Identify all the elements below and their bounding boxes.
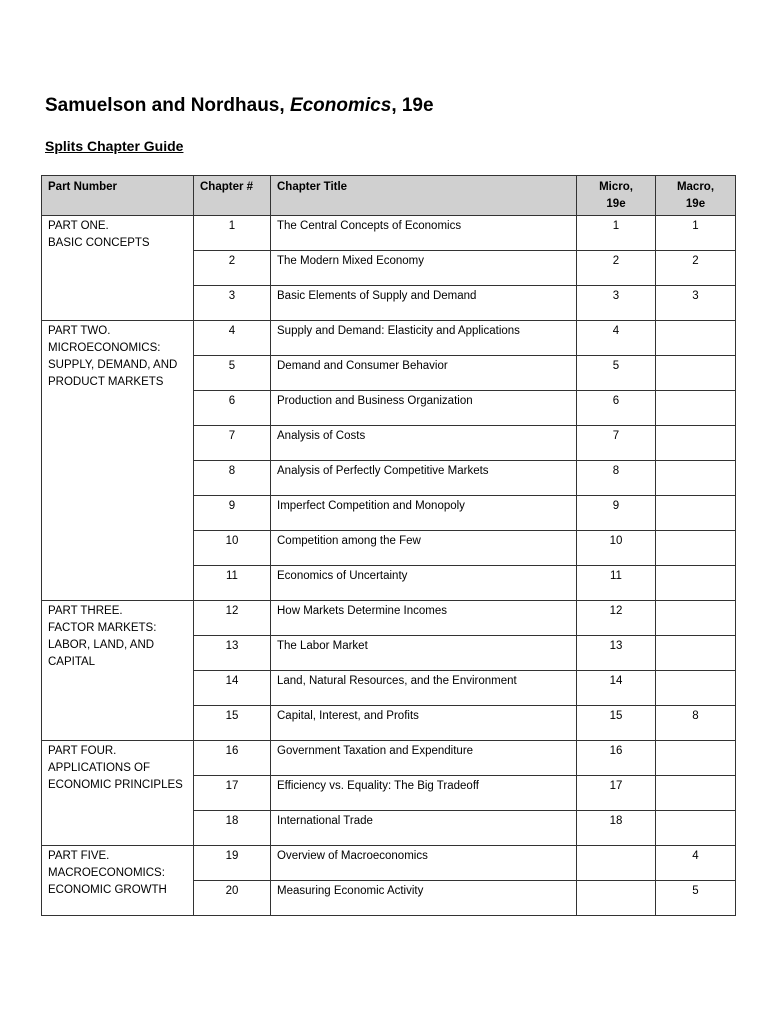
header-macro: Macro, 19e (656, 176, 736, 216)
chapter-number-cell: 14 (194, 671, 271, 706)
macro-chapter-cell (656, 811, 736, 846)
chapter-title-cell: Basic Elements of Supply and Demand (271, 286, 577, 321)
chapter-title-cell: Analysis of Costs (271, 426, 577, 461)
chapter-title-cell: International Trade (271, 811, 577, 846)
title-book: Economics (289, 95, 392, 116)
micro-chapter-cell: 4 (577, 321, 656, 356)
chapter-guide-table (41, 175, 736, 916)
micro-chapter-cell: 2 (577, 251, 656, 286)
chapter-number-cell: 11 (194, 566, 271, 601)
macro-chapter-cell: 8 (656, 706, 736, 741)
table-header-row (42, 176, 736, 216)
micro-chapter-cell: 16 (577, 741, 656, 776)
chapter-title-cell: Government Taxation and Expenditure (271, 741, 577, 776)
part-label: PART FOUR. APPLICATIONS OF ECONOMIC PRINCIPLES (42, 741, 194, 846)
chapter-number-cell: 6 (194, 391, 271, 426)
macro-chapter-cell (656, 496, 736, 531)
micro-chapter-cell: 11 (577, 566, 656, 601)
micro-chapter-cell (577, 846, 656, 881)
chapter-title-cell: Capital, Interest, and Profits (271, 706, 577, 741)
micro-chapter-cell: 7 (577, 426, 656, 461)
chapter-number-cell: 7 (194, 426, 271, 461)
macro-chapter-cell (656, 356, 736, 391)
macro-chapter-cell: 5 (656, 881, 736, 916)
macro-chapter-cell (656, 426, 736, 461)
chapter-title-cell: The Central Concepts of Economics (271, 216, 577, 251)
table-row (42, 846, 736, 881)
header-chapter-title: Chapter Title (271, 176, 577, 216)
chapter-number-cell: 1 (194, 216, 271, 251)
chapter-number-cell: 8 (194, 461, 271, 496)
title-authors: Samuelson and Nordhaus, (45, 95, 290, 116)
micro-chapter-cell: 18 (577, 811, 656, 846)
macro-chapter-cell: 2 (656, 251, 736, 286)
chapter-number-cell: 20 (194, 881, 271, 916)
header-micro: Micro, 19e (577, 176, 656, 216)
document-subtitle: Splits Chapter Guide (45, 138, 184, 154)
micro-chapter-cell: 6 (577, 391, 656, 426)
macro-chapter-cell (656, 601, 736, 636)
micro-chapter-cell: 5 (577, 356, 656, 391)
micro-chapter-cell: 12 (577, 601, 656, 636)
chapter-title-cell: Measuring Economic Activity (271, 881, 577, 916)
table-body (42, 216, 736, 916)
chapter-number-cell: 9 (194, 496, 271, 531)
chapter-number-cell: 5 (194, 356, 271, 391)
micro-chapter-cell: 17 (577, 776, 656, 811)
macro-chapter-cell (656, 391, 736, 426)
part-label: PART THREE. FACTOR MARKETS: LABOR, LAND, AND CAPITAL (42, 601, 194, 741)
chapter-title-cell: Competition among the Few (271, 531, 577, 566)
chapter-title-cell: Economics of Uncertainty (271, 566, 577, 601)
micro-chapter-cell: 9 (577, 496, 656, 531)
macro-chapter-cell: 3 (656, 286, 736, 321)
document-title (45, 95, 434, 117)
macro-chapter-cell: 4 (656, 846, 736, 881)
chapter-number-cell: 4 (194, 321, 271, 356)
chapter-number-cell: 10 (194, 531, 271, 566)
chapter-title-cell: The Modern Mixed Economy (271, 251, 577, 286)
micro-chapter-cell: 8 (577, 461, 656, 496)
chapter-title-cell: Demand and Consumer Behavior (271, 356, 577, 391)
micro-chapter-cell: 10 (577, 531, 656, 566)
title-edition: , 19e (391, 95, 434, 116)
macro-chapter-cell (656, 776, 736, 811)
part-label: PART FIVE. MACROECONOMICS: ECONOMIC GROWTH (42, 846, 194, 916)
micro-chapter-cell: 3 (577, 286, 656, 321)
macro-chapter-cell (656, 636, 736, 671)
table-row (42, 321, 736, 356)
chapter-title-cell: Imperfect Competition and Monopoly (271, 496, 577, 531)
macro-chapter-cell (656, 531, 736, 566)
chapter-number-cell: 19 (194, 846, 271, 881)
macro-chapter-cell (656, 321, 736, 356)
chapter-number-cell: 13 (194, 636, 271, 671)
chapter-title-cell: Supply and Demand: Elasticity and Applications (271, 321, 577, 356)
macro-chapter-cell (656, 671, 736, 706)
macro-chapter-cell (656, 741, 736, 776)
header-chapter-number: Chapter # (194, 176, 271, 216)
chapter-number-cell: 15 (194, 706, 271, 741)
table-row (42, 601, 736, 636)
macro-chapter-cell (656, 566, 736, 601)
chapter-number-cell: 16 (194, 741, 271, 776)
chapter-title-cell: Overview of Macroeconomics (271, 846, 577, 881)
macro-chapter-cell (656, 461, 736, 496)
chapter-title-cell: Production and Business Organization (271, 391, 577, 426)
micro-chapter-cell: 13 (577, 636, 656, 671)
micro-chapter-cell: 1 (577, 216, 656, 251)
part-label: PART TWO. MICROECONOMICS: SUPPLY, DEMAND, AND PRODUCT MARKETS (42, 321, 194, 601)
chapter-number-cell: 2 (194, 251, 271, 286)
chapter-title-cell: How Markets Determine Incomes (271, 601, 577, 636)
chapter-number-cell: 17 (194, 776, 271, 811)
chapter-title-cell: Land, Natural Resources, and the Environment (271, 671, 577, 706)
table-row (42, 741, 736, 776)
macro-chapter-cell: 1 (656, 216, 736, 251)
chapter-number-cell: 3 (194, 286, 271, 321)
chapter-number-cell: 12 (194, 601, 271, 636)
chapter-title-cell: The Labor Market (271, 636, 577, 671)
part-label: PART ONE. BASIC CONCEPTS (42, 216, 194, 321)
micro-chapter-cell: 14 (577, 671, 656, 706)
chapter-title-cell: Analysis of Perfectly Competitive Markets (271, 461, 577, 496)
chapter-number-cell: 18 (194, 811, 271, 846)
micro-chapter-cell (577, 881, 656, 916)
micro-chapter-cell: 15 (577, 706, 656, 741)
header-part-number: Part Number (42, 176, 194, 216)
table-row (42, 216, 736, 251)
chapter-title-cell: Efficiency vs. Equality: The Big Tradeoff (271, 776, 577, 811)
